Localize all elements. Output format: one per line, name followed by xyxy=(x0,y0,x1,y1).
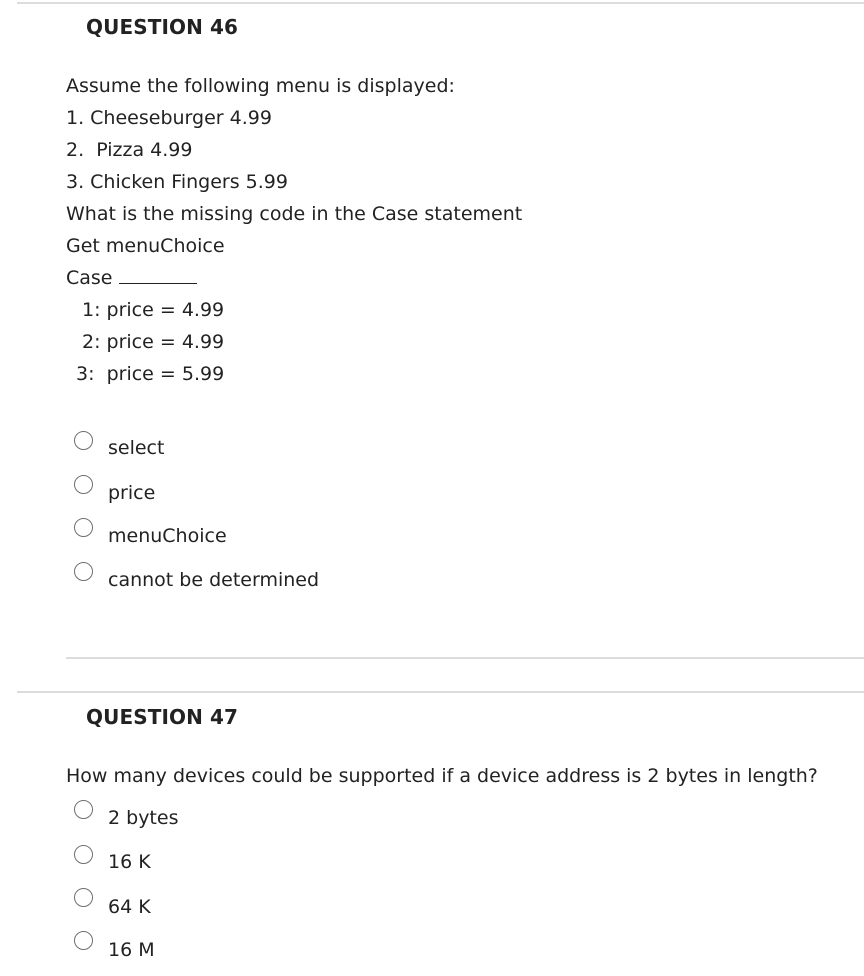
option-label[interactable]: 16 M xyxy=(108,939,155,961)
menu-item-3: 3. Chicken Fingers 5.99 xyxy=(66,171,288,193)
question-46-text-line: Assume the following menu is displayed: xyxy=(66,75,455,97)
question-47-title: QUESTION 47 xyxy=(86,705,239,729)
radio-button[interactable] xyxy=(74,845,93,864)
divider xyxy=(17,2,864,4)
menu-item-2: 2. Pizza 4.99 xyxy=(66,139,193,161)
question-46-title: QUESTION 46 xyxy=(86,15,239,39)
radio-button[interactable] xyxy=(74,888,93,907)
option-label[interactable]: menuChoice xyxy=(108,525,227,547)
radio-button[interactable] xyxy=(74,475,93,494)
missing-code-blank xyxy=(119,267,197,284)
code-line-case-3: 3: price = 5.99 xyxy=(76,363,225,385)
divider xyxy=(17,691,864,693)
code-line-case xyxy=(66,266,197,290)
radio-button[interactable] xyxy=(74,431,93,450)
code-line-case-2: 2: price = 4.99 xyxy=(82,331,225,353)
option-label[interactable]: 64 K xyxy=(108,896,151,918)
code-line-get: Get menuChoice xyxy=(66,235,225,257)
option-label[interactable]: 2 bytes xyxy=(108,807,179,829)
question-47-prompt: How many devices could be supported if a device address is 2 bytes in length? xyxy=(66,765,818,787)
option-label[interactable]: 16 K xyxy=(108,851,151,873)
code-line-case-1: 1: price = 4.99 xyxy=(82,299,225,321)
menu-item-1: 1. Cheeseburger 4.99 xyxy=(66,107,272,129)
option-label[interactable]: select xyxy=(108,437,165,459)
radio-button[interactable] xyxy=(74,562,93,581)
radio-button[interactable] xyxy=(74,518,93,537)
option-label[interactable]: price xyxy=(108,482,156,504)
divider xyxy=(66,657,864,659)
question-46-prompt: What is the missing code in the Case statement xyxy=(66,203,523,225)
radio-button[interactable] xyxy=(74,931,93,950)
case-keyword: Case xyxy=(66,267,113,289)
radio-button[interactable] xyxy=(74,800,93,819)
option-label[interactable]: cannot be determined xyxy=(108,569,320,591)
